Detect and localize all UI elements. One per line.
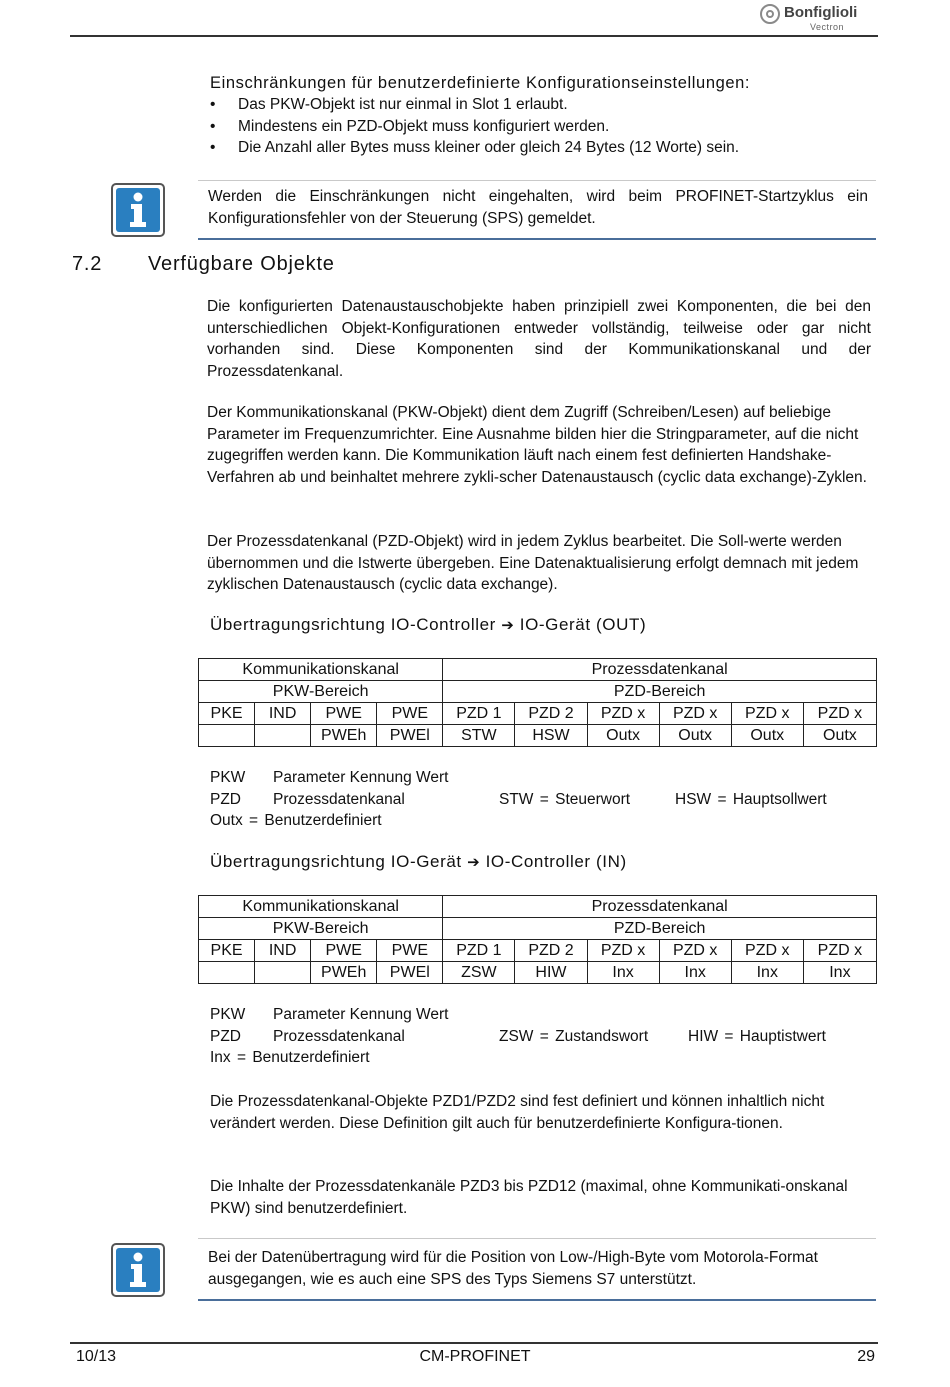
legend-desc: Inx = Benutzerdefiniert [210,1049,370,1066]
table-cell: STW [443,725,515,747]
table-cell: PZD x [659,940,731,962]
section-number: 7.2 [72,253,103,275]
table-cell: PWEh [311,962,377,984]
table-cell: Outx [587,725,659,747]
legend-desc: Parameter Kennung Wert [273,769,449,786]
direction-heading-out [210,615,646,635]
in-data-table [198,895,877,984]
brand-logo [760,2,870,34]
footer-rule [70,1342,878,1344]
table-cell: PZD 2 [515,940,587,962]
legend-abbr: PKW [210,769,246,786]
out-data-table [198,658,877,747]
note-top-rule [198,1238,876,1239]
table-cell: PZD x [803,703,876,725]
table-cell [255,725,311,747]
sub-header: PKW-Bereich [199,681,443,703]
body-paragraph: Der Kommunikationskanal (PKW-Objekt) dient dem Zugriff (Schreiben/Lesen) auf beliebige Parameter im Frequenzumrichter. Eine Ausnahme bilden hier die Stringparameter, auf die nicht zugegriffen werden kann. Die Kommunikation läuft nach einem fest definierten Handshake-Verfahren ab und beinhaltet mehrere zykli-scher Datenaustausch (cyclic data exchange)-Zyklen. [207,404,867,486]
legend-desc: ZSW = Zustandswort [499,1027,649,1045]
header-rule [70,35,878,37]
table-row [199,659,877,681]
table-cell: PKE [199,940,255,962]
table-cell: PZD x [659,703,731,725]
table-cell: PWE [377,940,443,962]
footer-date: 10/13 [76,1348,117,1365]
direction-from: Übertragungsrichtung IO-Controller [210,615,496,634]
legend-desc: HSW = Hauptsollwert [675,790,827,808]
table-cell: HSW [515,725,587,747]
list-item: • Die Anzahl aller Bytes muss kleiner oder gleich 24 Bytes (12 Worte) sein. [208,137,868,159]
table-row [199,703,877,725]
legend-desc: Prozessdatenkanal [273,1027,405,1045]
direction-to: IO-Gerät (OUT) [519,615,647,634]
in-legend [210,1004,870,1070]
table-cell: PZD x [587,940,659,962]
info-icon [110,1242,166,1298]
section-heading [72,253,335,276]
direction-heading-in [210,852,627,872]
note-text: Werden die Einschränkungen nicht eingehalten, wird beim PROFINET-Startzyklus ein Konfigurationsfehler von der Steuerung (SPS) gemeldet. [208,188,868,227]
table-cell: PWEl [377,725,443,747]
table-cell: Inx [803,962,876,984]
table-row [199,896,877,918]
table-cell: HIW [515,962,587,984]
table-cell: Inx [587,962,659,984]
list-item: • Das PKW-Objekt ist nur einmal in Slot 1 erlaubt. [208,94,868,116]
table-cell [199,962,255,984]
table-cell [199,725,255,747]
out-legend [210,767,870,833]
table-row [199,940,877,962]
table-cell: PZD x [587,703,659,725]
section-title: Verfügbare Objekte [148,253,335,275]
legend-desc: STW = Steuerwort [499,790,631,808]
brand-name: Bonfiglioli [784,4,858,21]
brand-subname: Vectron [810,22,845,32]
table-cell: PZD 1 [443,940,515,962]
note-text: Bei der Datenübertragung wird für die Position von Low-/High-Byte vom Motorola-Format ausgegangen, wie es auch eine SPS des Typs Siemens S7 unterstützt. [208,1249,818,1288]
table-cell: PWE [311,940,377,962]
table-row [199,918,877,940]
footer-title: CM-PROFINET [419,1348,531,1365]
legend-abbr: PKW [210,1006,246,1023]
table-cell: Outx [803,725,876,747]
table-row [199,962,877,984]
table-cell: PKE [199,703,255,725]
note-rule [198,1299,876,1301]
legend-abbr: PZD [210,1027,241,1045]
legend-abbr: PZD [210,790,241,808]
page-number: 29 [857,1348,875,1365]
table-cell: PWE [311,703,377,725]
sub-header: PZD-Bereich [443,918,877,940]
table-cell: PZD x [803,940,876,962]
table-cell: IND [255,703,311,725]
legend-desc: Outx = Benutzerdefiniert [210,812,382,829]
table-cell: PZD x [731,940,803,962]
list-item: • Mindestens ein PZD-Objekt muss konfiguriert werden. [208,116,868,138]
table-cell: Outx [659,725,731,747]
body-paragraph: Die Inhalte der Prozessdatenkanäle PZD3 bis PZD12 (maximal, ohne Kommunikati-onskanal PKW) sind benutzerdefiniert. [210,1178,848,1217]
sub-header: PKW-Bereich [199,918,443,940]
table-cell: Outx [731,725,803,747]
table-cell: PWE [377,703,443,725]
arrow-right-icon: ➔ [501,617,515,634]
info-icon [110,182,166,238]
table-row [199,681,877,703]
logo-mark-icon [760,4,780,24]
body-paragraph: Die konfigurierten Datenaustauschobjekte haben prinzipiell zwei Komponenten, die bei den unterschiedlichen Objekt-Konfigurationen entweder vollständig, teilweise oder gar nicht vorhanden sind. Diese Komponenten sind der Kommunikationskanal und der Prozessdatenkanal. [207,298,871,380]
group-header: Prozessdatenkanal [443,896,877,918]
note-rule [198,238,876,240]
table-cell: PZD 2 [515,703,587,725]
direction-from: Übertragungsrichtung IO-Gerät [210,852,462,871]
body-paragraph: Die Prozessdatenkanal-Objekte PZD1/PZD2 sind fest definiert und können inhaltlich nicht verändert werden. Diese Definition gilt auch für benutzerdefinierte Konfigura-tionen. [210,1093,825,1132]
direction-to: IO-Controller (IN) [485,852,627,871]
table-cell: PWEh [311,725,377,747]
sub-header: PZD-Bereich [443,681,877,703]
note-top-rule [198,180,876,181]
group-header: Kommunikationskanal [199,659,443,681]
legend-desc: Parameter Kennung Wert [273,1006,449,1023]
table-cell: Inx [659,962,731,984]
legend-desc: HIW = Hauptistwert [688,1027,826,1045]
table-cell [255,962,311,984]
group-header: Kommunikationskanal [199,896,443,918]
table-row [199,725,877,747]
body-paragraph: Der Prozessdatenkanal (PZD-Objekt) wird in jedem Zyklus bearbeitet. Die Soll-werte werden übernommen und die Istwerte übergeben. Eine Datenaktualisierung erfolgt demnach mit jedem zyklischen Datenaustausch (cyclic data exchange). [207,533,859,593]
arrow-right-icon: ➔ [467,854,481,871]
table-cell: PWEl [377,962,443,984]
table-cell: ZSW [443,962,515,984]
legend-desc: Prozessdatenkanal [273,790,405,808]
intro-bullet-list [208,94,868,159]
table-cell: IND [255,940,311,962]
table-cell: Inx [731,962,803,984]
intro-title: Einschränkungen für benutzerdefinierte Konfigurationseinstellungen: [210,74,751,92]
group-header: Prozessdatenkanal [443,659,877,681]
table-cell: PZD x [731,703,803,725]
table-cell: PZD 1 [443,703,515,725]
